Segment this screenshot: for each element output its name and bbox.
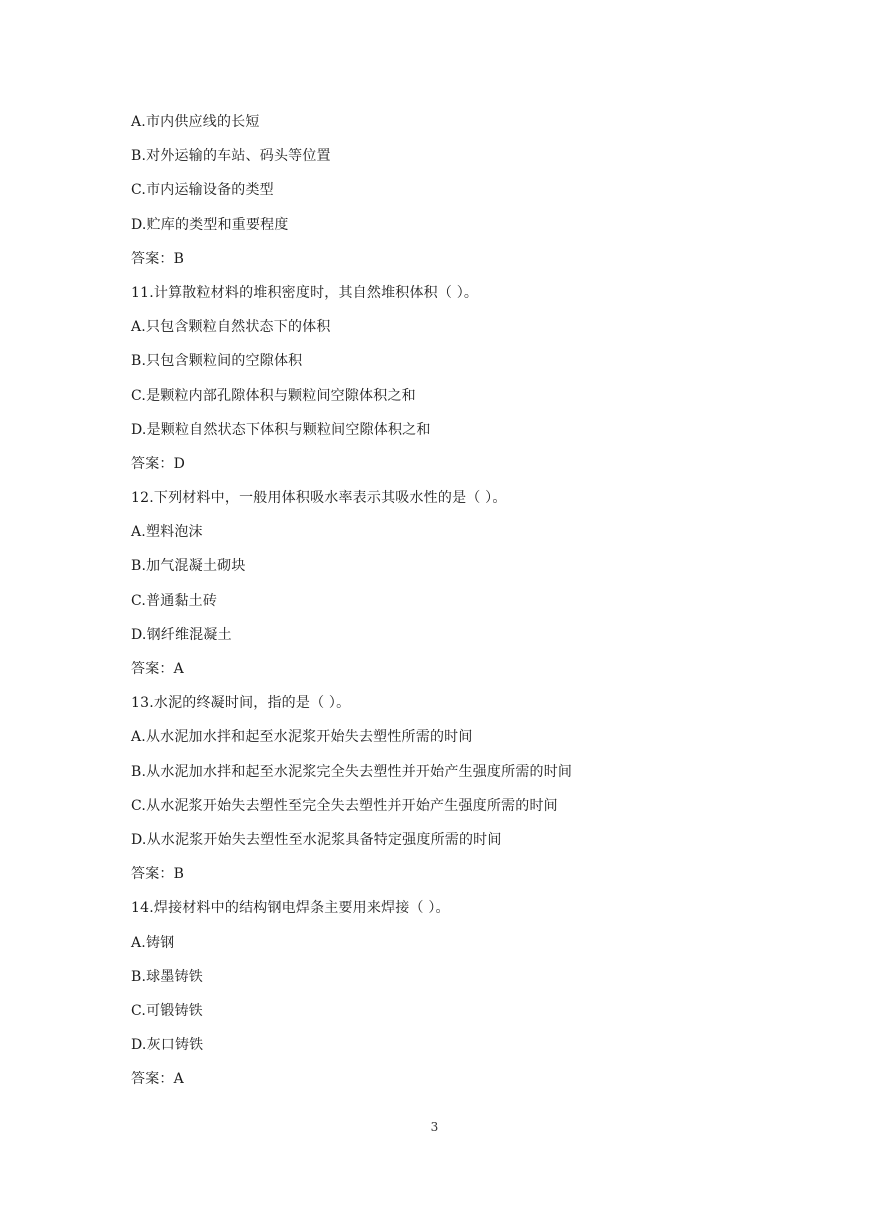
option-b: B.从水泥加水拌和起至水泥浆完全失去塑性并开始产生强度所需的时间 [131,763,573,780]
option-a: A.铸钢 [131,934,175,951]
answer-line: 答案：B [131,250,185,267]
page-content [131,109,811,1100]
option-b: B.只包含颗粒间的空隙体积 [131,353,303,370]
option-a: A.从水泥加水拌和起至水泥浆开始失去塑性所需的时间 [131,729,473,746]
option-d: D.是颗粒自然状态下体积与颗粒间空隙体积之和 [131,421,431,438]
option-d: D.从水泥浆开始失去塑性至水泥浆具备特定强度所需的时间 [131,831,502,848]
option-c: C.普通黏土砖 [131,592,218,609]
option-a: A.只包含颗粒自然状态下的体积 [131,319,331,336]
option-c: C.是颗粒内部孔隙体积与颗粒间空隙体积之和 [131,387,416,404]
page-number: 3 [430,1120,439,1134]
option-c: C.从水泥浆开始失去塑性至完全失去塑性并开始产生强度所需的时间 [131,797,558,814]
answer-line: 答案：B [131,866,185,883]
question-12: 12.下列材料中，一般用体积吸水率表示其吸水性的是（ ）。 [131,490,507,507]
answer-line: 答案：D [131,455,186,472]
option-b: B.球墨铸铁 [131,968,203,985]
option-c: C.市内运输设备的类型 [131,182,274,199]
option-a: A.市内供应线的长短 [131,114,260,130]
question-14: 14.焊接材料中的结构钢电焊条主要用来焊接（ ）。 [131,900,450,917]
option-c: C.可锻铸铁 [131,1002,203,1019]
option-d: D.钢纤维混凝土 [131,626,232,643]
option-d: D.灰口铸铁 [131,1037,204,1054]
option-d: D.贮库的类型和重要程度 [131,216,289,233]
answer-line: 答案：A [131,661,184,677]
option-b: B.对外运输的车站、码头等位置 [131,148,331,165]
question-13: 13.水泥的终凝时间，指的是（ ）。 [131,695,351,712]
option-a: A.塑料泡沫 [131,524,203,541]
question-11: 11.计算散粒材料的堆积密度时，其自然堆积体积（ ）。 [131,284,479,301]
option-b: B.加气混凝土砌块 [131,558,246,575]
answer-line: 答案：A [131,1071,184,1088]
